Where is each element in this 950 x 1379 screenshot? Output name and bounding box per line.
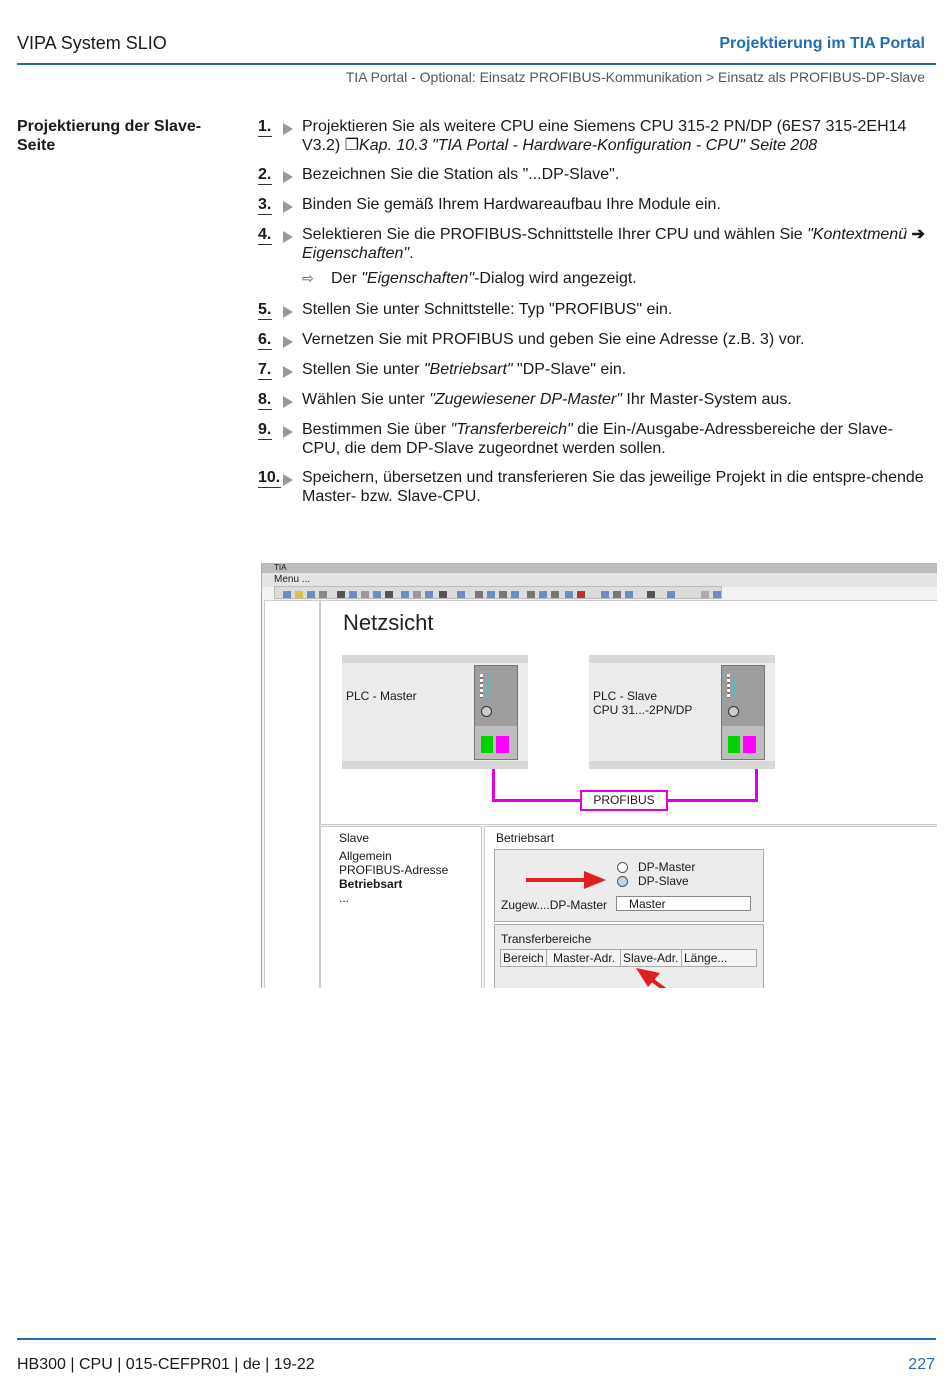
- cpu-icon: [721, 665, 765, 760]
- step-1: 1. Projektieren Sie als weitere CPU eine Siemens CPU 315-2 PN/DP (6ES7 315-2EH14 V3.2) ❐Kap. 10.3 "TIA Portal - Hardware-Konfiguration - CPU" Seite 208: [258, 118, 907, 154]
- nav-item-allgemein[interactable]: Allgemein: [339, 849, 392, 863]
- slave-properties-nav: [320, 826, 482, 988]
- arrow-right-icon: ➔: [911, 226, 925, 243]
- red-arrow-icon: [632, 965, 687, 988]
- radio-dp-slave[interactable]: [617, 876, 628, 887]
- footer-doc-id: HB300 | CPU | 015-CEFPR01 | de | 19-22: [17, 1356, 315, 1373]
- radio-dp-master[interactable]: [617, 862, 628, 873]
- step-8: 8. Wählen Sie unter "Zugewiesener DP-Master" Ihr Master-System aus.: [258, 391, 792, 408]
- col-laenge[interactable]: Länge...: [684, 951, 728, 965]
- transfer-table-header: [500, 949, 757, 967]
- betriebsart-title: Betriebsart: [496, 831, 555, 845]
- step-9: 9. Bestimmen Sie über "Transferbereich" die Ein-/Ausgabe-Adressbereiche der Slave-CPU, die dem DP-Slave zugeordnet werden sollen.: [258, 421, 893, 457]
- radio-dp-master-label: DP-Master: [638, 860, 696, 874]
- toolbar-icons[interactable]: [275, 589, 721, 600]
- header-rule: [17, 63, 936, 65]
- radio-dp-slave-label: DP-Slave: [638, 874, 689, 888]
- header-chapter: Projektierung im TIA Portal: [719, 35, 925, 52]
- toolbar[interactable]: [274, 586, 722, 599]
- profibus-line: [665, 799, 757, 802]
- step-7: 7. Stellen Sie unter "Betriebsart" "DP-Slave" ein.: [258, 361, 627, 378]
- cpu-icon: [474, 665, 518, 760]
- project-tree[interactable]: [264, 600, 320, 988]
- step-list: [258, 117, 928, 516]
- footer-rule: [17, 1338, 936, 1340]
- col-master-adr[interactable]: Master-Adr.: [547, 950, 621, 966]
- plc-slave-cpu: CPU 31...-2PN/DP: [593, 703, 693, 717]
- step-3: 3. Binden Sie gemäß Ihrem Hardwareaufbau Ihre Module ein.: [258, 196, 721, 213]
- breadcrumb: TIA Portal - Optional: Einsatz PROFIBUS-Kommunikation > Einsatz als PROFIBUS-DP-Slave: [345, 69, 925, 85]
- red-arrow-icon: [524, 869, 609, 891]
- link-icon: ❐: [344, 137, 360, 154]
- step-5: 5. Stellen Sie unter Schnittstelle: Typ "PROFIBUS" ein.: [258, 301, 673, 318]
- netview-title: Netzsicht: [343, 610, 434, 635]
- profibus-line: [492, 769, 495, 801]
- step-4: 4. Selektieren Sie die PROFIBUS-Schnittstelle Ihrer CPU und wählen Sie "Kontextmenü ➔ Eigenschaften".: [258, 226, 925, 262]
- slave-panel-title: Slave: [339, 831, 370, 845]
- step-6: 6. Vernetzen Sie mit PROFIBUS und geben Sie eine Adresse (z.B. 3) vor.: [258, 331, 805, 348]
- col-bereich[interactable]: Bereich: [501, 950, 547, 966]
- nav-item-profibus-adresse[interactable]: PROFIBUS-Adresse: [339, 863, 449, 877]
- zugew-label: Zugew....DP-Master: [501, 898, 608, 912]
- step-4-result: ⇨ Der "Eigenschaften"-Dialog wird angezeigt.: [302, 270, 637, 287]
- transfer-title: Transferbereiche: [501, 932, 592, 946]
- tia-screenshot: [261, 563, 937, 988]
- plc-slave[interactable]: [589, 655, 775, 769]
- app-titlebar: TIA: [262, 563, 937, 573]
- plc-master-label: PLC - Master: [346, 689, 417, 703]
- profibus-network-label[interactable]: PROFIBUS: [580, 790, 668, 811]
- col-slave-adr[interactable]: Slave-Adr.: [621, 950, 682, 966]
- plc-slave-label: PLC - Slave: [593, 689, 658, 703]
- menu-bar[interactable]: Menu ...: [262, 573, 937, 587]
- nav-item-more: ...: [339, 891, 350, 905]
- header-product: VIPA System SLIO: [17, 33, 167, 53]
- step-10: 10. Speichern, übersetzen und transferieren Sie das jeweilige Projekt in die entspre-chende Master- bzw. Slave-CPU.: [258, 469, 924, 505]
- step-2: 2. Bezeichnen Sie die Station als "...DP-Slave".: [258, 166, 620, 183]
- profibus-line: [492, 799, 581, 802]
- transfer-group: [494, 924, 764, 988]
- section-title: Projektierung der Slave-Seite: [17, 118, 202, 154]
- nav-item-betriebsart[interactable]: Betriebsart: [339, 877, 403, 891]
- crossref-link[interactable]: Kap. 10.3 "TIA Portal - Hardware-Konfiguration - CPU" Seite 208: [359, 137, 818, 154]
- page-number: 227: [908, 1356, 935, 1373]
- result-arrow-icon: ⇨: [302, 270, 314, 286]
- profibus-line: [755, 769, 758, 802]
- master-select[interactable]: Master: [616, 896, 751, 911]
- plc-master[interactable]: [342, 655, 528, 769]
